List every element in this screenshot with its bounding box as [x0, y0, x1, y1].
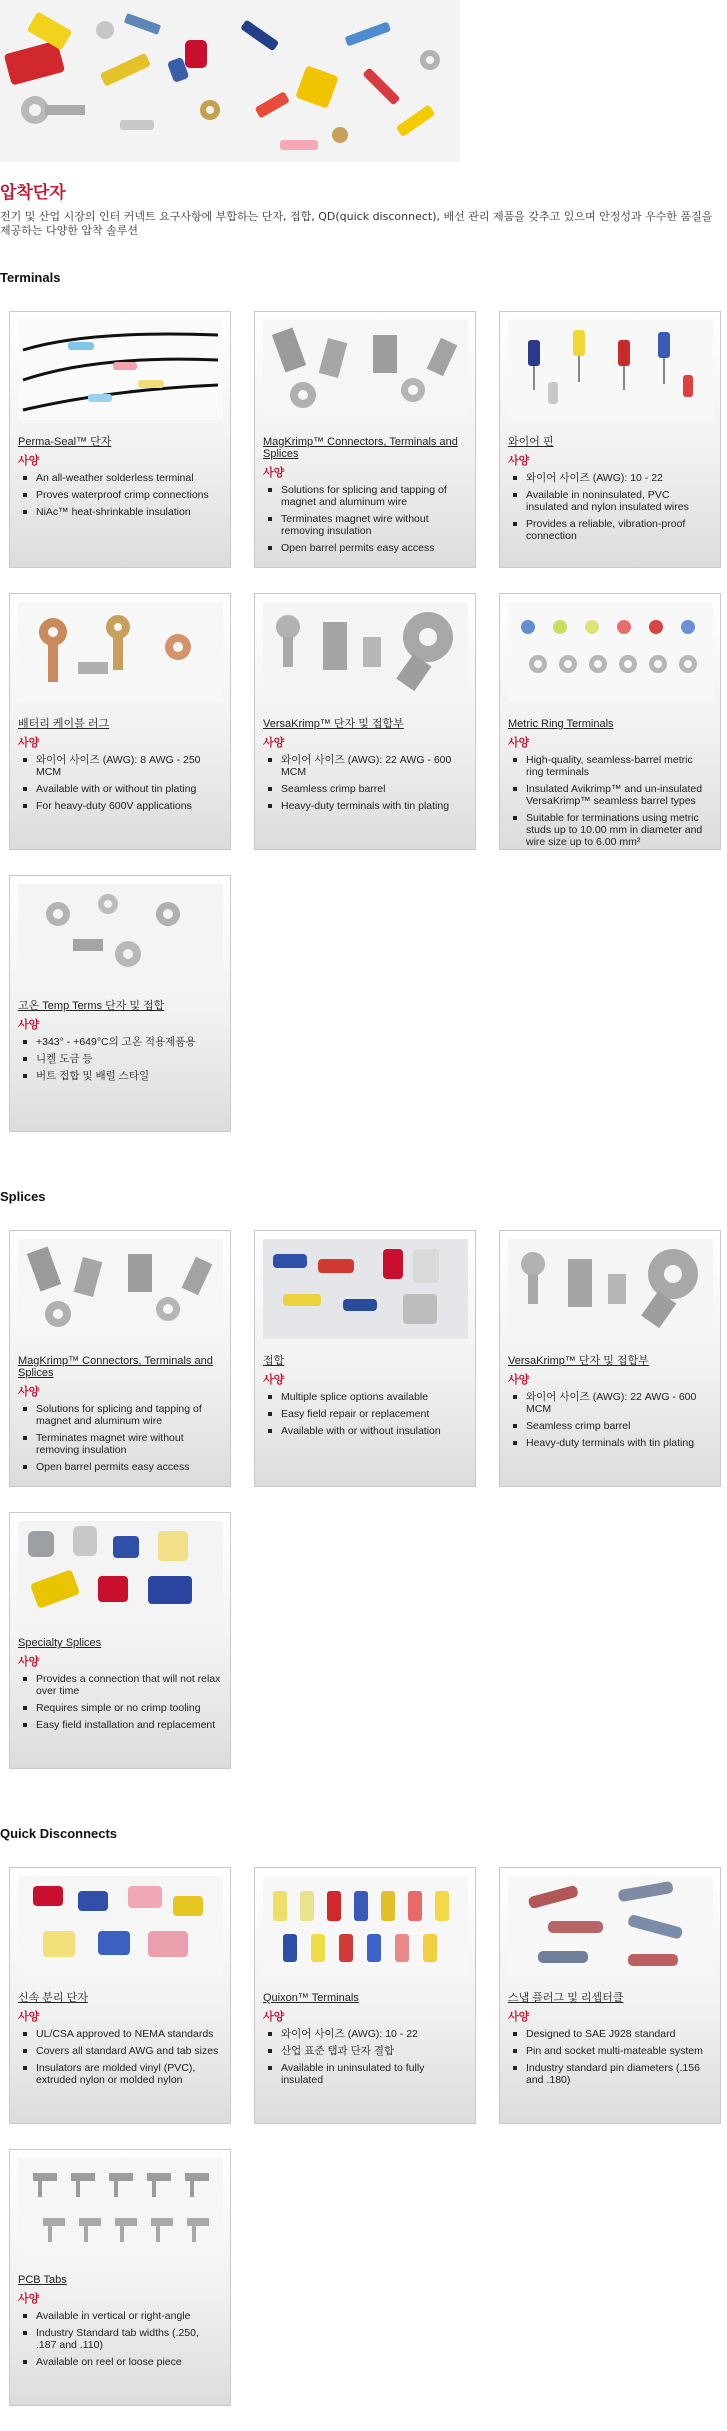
spec-list — [508, 1391, 712, 1449]
spec-item: Seamless crimp barrel — [263, 783, 467, 795]
spec-item: Solutions for splicing and tapping of magnet and aluminum wire — [263, 484, 467, 508]
spec-item: Easy field installation and replacement — [18, 1719, 222, 1731]
spec-list — [263, 2028, 467, 2086]
spec-list — [18, 1673, 222, 1731]
spec-item: Terminates magnet wire without removing insulation — [18, 1432, 222, 1456]
product-image[interactable] — [263, 1876, 468, 1976]
spec-item: Proves waterproof crimp connections — [18, 489, 222, 501]
product-card — [499, 1867, 721, 2124]
spec-item: An all-weather solderless terminal — [18, 472, 222, 484]
product-image[interactable] — [508, 1239, 713, 1339]
product-grid-terminals — [9, 311, 727, 1157]
spec-item: Multiple splice options available — [263, 1391, 467, 1403]
product-grid-splices — [9, 1230, 727, 1794]
spec-item: Insulators are molded vinyl (PVC), extruded nylon or molded nylon — [18, 2062, 222, 2086]
spec-item: Covers all standard AWG and tab sizes — [18, 2045, 222, 2057]
spec-label: 사양 — [263, 466, 285, 479]
section-title-terminals: Terminals — [0, 270, 61, 285]
product-title-link[interactable]: 배터리 케이블 러그 — [18, 718, 110, 730]
spec-item: Heavy-duty terminals with tin plating — [263, 800, 467, 812]
product-title-link[interactable]: Perma-Seal™ 단자 — [18, 436, 112, 448]
product-image[interactable] — [18, 602, 223, 702]
snap-plugs-image — [508, 1876, 713, 1976]
butt-splices-image — [263, 1239, 468, 1339]
section-title-splices: Splices — [0, 1189, 46, 1204]
spec-item: Insulated Avikrimp™ and un-insulated VersaKrimp™ seamless barrel types — [508, 783, 712, 807]
spec-item: For heavy-duty 600V applications — [18, 800, 222, 812]
page-intro: 전기 및 산업 시장의 인터 커넥트 요구사항에 부합하는 단자, 접합, QD(quick disconnect), 배선 관리 제품을 갖추고 있으며 안정성과 우수한 품질을 제공하는 다양한 압착 솔루션 — [0, 210, 713, 237]
product-image[interactable] — [263, 320, 468, 420]
spec-item: Terminates magnet wire without removing insulation — [263, 513, 467, 537]
spec-list — [263, 484, 467, 554]
page-title: 압착단자 — [0, 183, 66, 203]
metric-ring-terminals-image — [508, 602, 713, 702]
spec-item: Available in noninsulated, PVC insulated and nylon insulated wires — [508, 489, 712, 513]
product-image[interactable] — [18, 320, 223, 420]
high-temp-terminals-image — [18, 884, 223, 984]
product-title-link[interactable]: Quixon™ Terminals — [263, 1992, 359, 2004]
spec-item: 와이어 사이즈 (AWG): 8 AWG - 250 MCM — [18, 754, 222, 778]
spec-item: Suitable for terminations using metric studs up to 10.00 mm in diameter and wire size up to 6.00 mm² — [508, 812, 712, 848]
spec-item: High-quality, seamless-barrel metric ring terminals — [508, 754, 712, 778]
spec-list — [508, 754, 712, 848]
spec-item: 와이어 사이즈 (AWG): 22 AWG - 600 MCM — [508, 1391, 712, 1415]
product-title-link[interactable]: VersaKrimp™ 단자 및 접합부 — [508, 1355, 649, 1367]
product-title-link[interactable]: MagKrimp™ Connectors, Terminals and Splices — [18, 1355, 213, 1379]
spec-item: Open barrel permits easy access — [18, 1461, 222, 1473]
product-image[interactable] — [508, 320, 713, 420]
versakrimp-lugs-image — [508, 1239, 713, 1339]
spec-label: 사양 — [18, 1385, 40, 1398]
quick-disconnect-terminals-image — [18, 1876, 223, 1976]
spec-item: 와이어 사이즈 (AWG): 10 - 22 — [263, 2028, 467, 2040]
product-image[interactable] — [508, 1876, 713, 1976]
product-card — [499, 593, 721, 850]
spec-label: 사양 — [18, 2292, 40, 2305]
heat-shrink-wire-terminals-image — [18, 320, 223, 420]
product-title-link[interactable]: 와이어 핀 — [508, 436, 554, 448]
spec-item: Pin and socket multi-mateable system — [508, 2045, 712, 2057]
spec-item: Open barrel permits easy access — [263, 542, 467, 554]
product-card — [9, 875, 231, 1132]
spec-item: Provides a connection that will not relax over time — [18, 1673, 222, 1697]
spec-item: Designed to SAE J928 standard — [508, 2028, 712, 2040]
product-card — [9, 2149, 231, 2406]
product-card — [9, 311, 231, 568]
spec-item: Requires simple or no crimp tooling — [18, 1702, 222, 1714]
product-sections — [0, 270, 727, 2431]
spec-item: 와이어 사이즈 (AWG): 10 - 22 — [508, 472, 712, 484]
spec-item: Easy field repair or replacement — [263, 1408, 467, 1420]
product-title-link[interactable]: MagKrimp™ Connectors, Terminals and Splices — [263, 436, 458, 460]
magkrimp-terminals-image — [263, 320, 468, 420]
spec-item: Available with or without insulation — [263, 1425, 467, 1437]
product-title-link[interactable]: 신속 분리 단자 — [18, 1992, 88, 2004]
spec-list — [18, 1036, 222, 1082]
product-card — [254, 1867, 476, 2124]
spec-item: 버트 접합 및 배럴 스타일 — [18, 1070, 222, 1082]
spec-label: 사양 — [263, 736, 285, 749]
product-title-link[interactable]: 스냅 플러그 및 리셉터클 — [508, 1992, 624, 2004]
specialty-splices-image — [18, 1521, 223, 1621]
spec-item: Industry Standard tab widths (.250, .187 and .110) — [18, 2327, 222, 2351]
product-grid-quick-disconnects — [9, 1867, 727, 2431]
product-image[interactable] — [18, 2158, 223, 2258]
product-image[interactable] — [263, 1239, 468, 1339]
spec-item: NiAc™ heat-shrinkable insulation — [18, 506, 222, 518]
spec-label: 사양 — [18, 454, 40, 467]
spec-label: 사양 — [508, 2010, 530, 2023]
battery-cable-lugs-image — [18, 602, 223, 702]
quixon-terminals-image — [263, 1876, 468, 1976]
spec-item: 니켈 도금 등 — [18, 1053, 222, 1065]
spec-item: Available in uninsulated to fully insulated — [263, 2062, 467, 2086]
section-title-quick-disconnects: Quick Disconnects — [0, 1826, 118, 1841]
spec-list — [18, 1403, 222, 1473]
spec-label: 사양 — [18, 1018, 40, 1031]
product-title-link[interactable]: PCB Tabs — [18, 2274, 67, 2286]
versakrimp-lugs-image — [263, 602, 468, 702]
spec-item: Available with or without tin plating — [18, 783, 222, 795]
spec-item: Heavy-duty terminals with tin plating — [508, 1437, 712, 1449]
product-card — [499, 1230, 721, 1487]
product-card — [9, 1230, 231, 1487]
spec-list — [18, 472, 222, 518]
magkrimp-terminals-image — [18, 1239, 223, 1339]
crimp-terminals-collage-image — [0, 0, 460, 162]
product-title-link[interactable]: VersaKrimp™ 단자 및 접합부 — [263, 718, 404, 730]
product-title-link[interactable]: 접합 — [263, 1355, 285, 1367]
spec-list — [263, 754, 467, 812]
product-title-link[interactable]: 고온 Temp Terms 단자 및 접합 — [18, 1000, 165, 1012]
spec-item: 와이어 사이즈 (AWG): 22 AWG - 600 MCM — [263, 754, 467, 778]
spec-list — [18, 2310, 222, 2368]
spec-label: 사양 — [18, 736, 40, 749]
product-card — [9, 1512, 231, 1769]
spec-item: 산업 표준 탭과 단자 결합 — [263, 2045, 467, 2057]
spec-item: +343° - +649°C의 고온 적용제품용 — [18, 1036, 222, 1048]
product-card — [254, 311, 476, 568]
spec-item: Provides a reliable, vibration-proof connection — [508, 518, 712, 542]
spec-item: Seamless crimp barrel — [508, 1420, 712, 1432]
spec-label: 사양 — [18, 1655, 40, 1668]
spec-label: 사양 — [18, 2010, 40, 2023]
spec-label: 사양 — [263, 2010, 285, 2023]
spec-item: Available in vertical or right-angle — [18, 2310, 222, 2322]
spec-list — [508, 2028, 712, 2086]
spec-list — [508, 472, 712, 542]
spec-label: 사양 — [508, 1373, 530, 1386]
product-card — [9, 593, 231, 850]
spec-list — [18, 754, 222, 812]
product-image[interactable] — [18, 1876, 223, 1976]
product-card — [254, 1230, 476, 1487]
product-image[interactable] — [18, 884, 223, 984]
product-card — [499, 311, 721, 568]
spec-label: 사양 — [263, 1373, 285, 1386]
spec-item: Solutions for splicing and tapping of magnet and aluminum wire — [18, 1403, 222, 1427]
spec-label: 사양 — [508, 736, 530, 749]
product-card — [254, 593, 476, 850]
wire-pins-image — [508, 320, 713, 420]
product-image[interactable] — [18, 1521, 223, 1621]
product-image[interactable] — [508, 602, 713, 702]
pcb-tabs-image — [18, 2158, 223, 2258]
spec-item: Available on reel or loose piece — [18, 2356, 222, 2368]
spec-list — [263, 1391, 467, 1437]
product-card — [9, 1867, 231, 2124]
spec-list — [18, 2028, 222, 2086]
spec-item: UL/CSA approved to NEMA standards — [18, 2028, 222, 2040]
spec-label: 사양 — [508, 454, 530, 467]
product-title-link[interactable]: Specialty Splices — [18, 1637, 102, 1649]
product-image[interactable] — [263, 602, 468, 702]
product-image[interactable] — [18, 1239, 223, 1339]
product-title-link[interactable]: Metric Ring Terminals — [508, 718, 614, 730]
hero-banner — [0, 0, 460, 162]
spec-item: Industry standard pin diameters (.156 and .180) — [508, 2062, 712, 2086]
